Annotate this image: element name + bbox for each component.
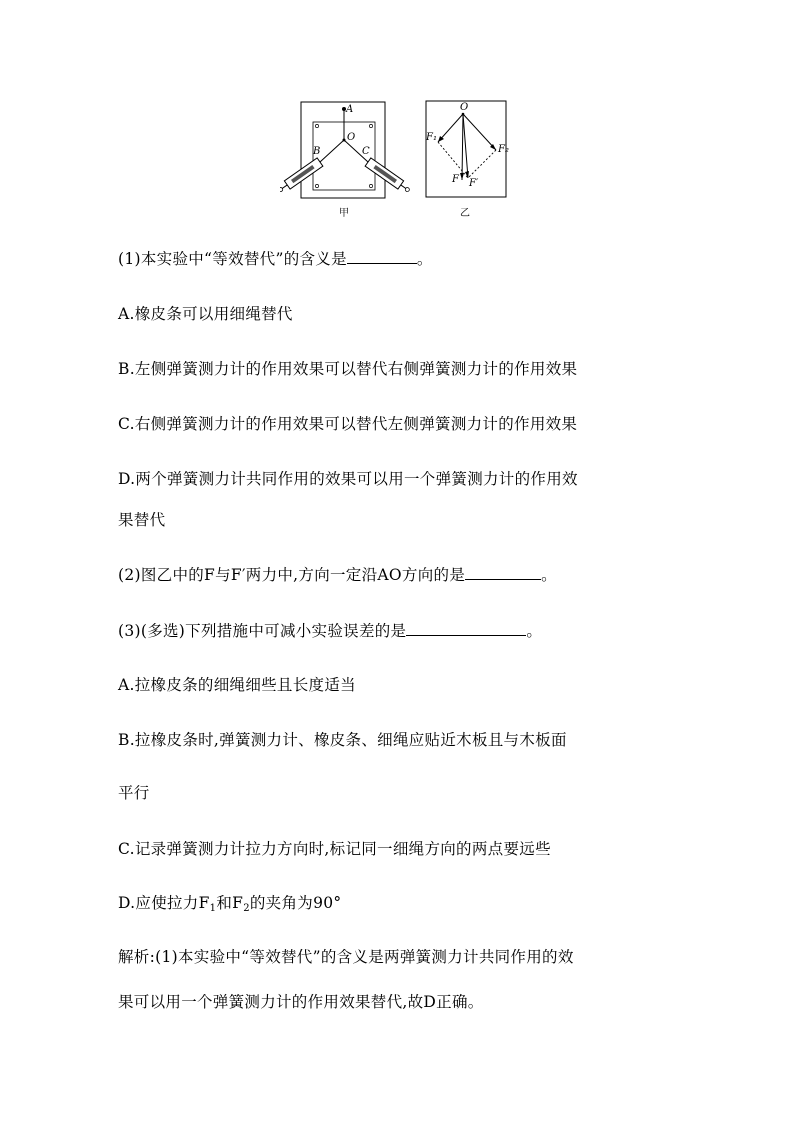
q3-option-c: C.记录弹簧测力计拉力方向时,标记同一细绳方向的两点要远些: [118, 840, 551, 858]
q3-option-b-cont: 平行: [118, 784, 150, 802]
subscript-2: 2: [243, 903, 250, 914]
q3-stem-line: [118, 619, 542, 641]
q2-stem-line: [118, 563, 557, 585]
caption-yi: 乙: [460, 208, 470, 219]
analysis-line-1: 解析:(1)本实验中“等效替代”的含义是两弹簧测力计共同作用的效: [118, 948, 574, 966]
q1-stem-line: [118, 247, 433, 269]
q3-option-b: B.拉橡皮条时,弹簧测力计、橡皮条、细绳应贴近木板且与木板面: [118, 731, 567, 749]
q1-blank[interactable]: [347, 262, 417, 264]
label-C: C: [362, 146, 370, 157]
label-O: O: [347, 132, 356, 143]
label-F1: F₁: [426, 132, 437, 143]
experiment-figures: [280, 96, 520, 226]
q1-end: 。: [416, 250, 433, 268]
q3-option-d-mid: 和F: [216, 894, 244, 912]
q3-option-d-prefix: D.应使拉力F: [118, 894, 210, 912]
q3-blank[interactable]: [406, 634, 526, 636]
analysis-line-2: 果可以用一个弹簧测力计的作用效果替代,故D正确。: [118, 993, 484, 1011]
label-F: F: [452, 174, 459, 185]
q3-option-d-suffix: 的夹角为90°: [249, 894, 342, 912]
label-B: B: [313, 146, 321, 157]
label-F-prime: F′: [469, 178, 479, 189]
subscript-1: 1: [209, 903, 217, 914]
q1-option-c: C.右侧弹簧测力计的作用效果可以替代左侧弹簧测力计的作用效果: [118, 415, 578, 433]
q1-option-b: B.左侧弹簧测力计的作用效果可以替代右侧弹簧测力计的作用效果: [118, 360, 578, 378]
q1-option-d-cont: 果替代: [118, 511, 166, 529]
q1-option-d: D.两个弹簧测力计共同作用的效果可以用一个弹簧测力计的作用效: [118, 470, 578, 488]
q3-stem: (3)(多选)下列措施中可减小实验误差的是: [118, 622, 407, 640]
q1-stem: (1)本实验中“等效替代”的含义是: [118, 250, 347, 268]
q3-end: 。: [526, 622, 543, 640]
label-O-right: O: [460, 102, 469, 113]
label-F2: F₂: [498, 144, 509, 155]
q3-option-a: A.拉橡皮条的细绳细些且长度适当: [118, 676, 356, 694]
q2-blank[interactable]: [465, 578, 541, 580]
caption-jia: 甲: [339, 208, 349, 219]
figure-yi: [280, 96, 520, 226]
q1-option-a: A.橡皮条可以用细绳替代: [118, 305, 293, 323]
label-A: A: [346, 104, 354, 115]
q3-option-d: [118, 891, 341, 914]
q2-end: 。: [541, 566, 557, 584]
q2-stem: (2)图乙中的F与F′两力中,方向一定沿AO方向的是: [118, 566, 466, 584]
